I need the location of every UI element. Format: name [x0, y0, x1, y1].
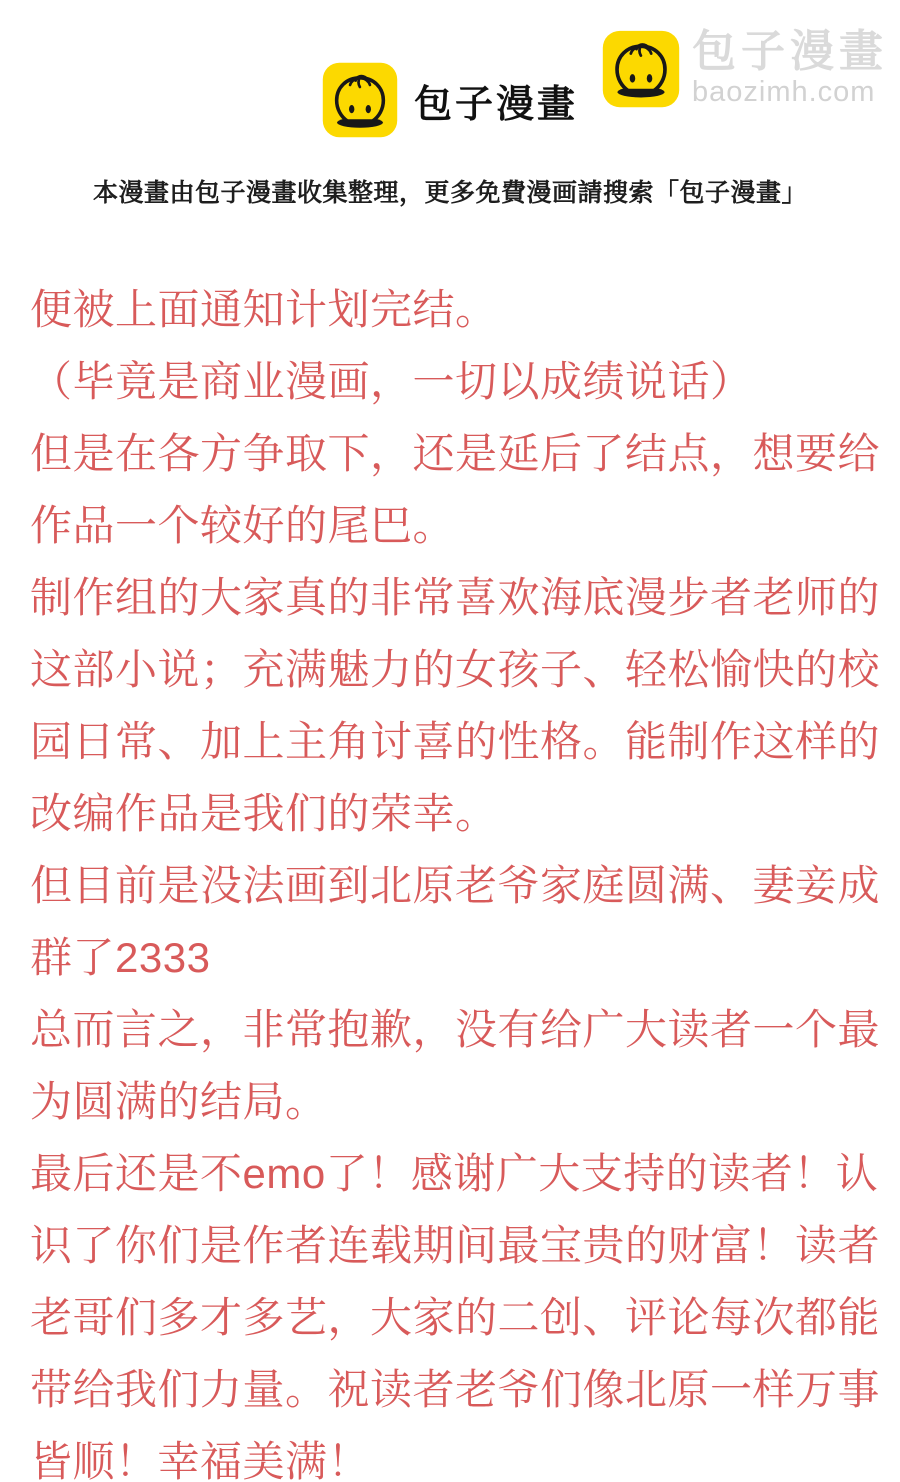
afterword-line: 总而言之，非常抱歉，没有给广大读者一个最 — [30, 1006, 881, 1053]
afterword-line: （毕竟是商业漫画，一切以成绩说话） — [30, 358, 753, 405]
afterword-line: 群了2333 — [30, 934, 211, 981]
afterword-line: 带给我们力量。祝读者老爷们像北原一样万事 — [30, 1366, 881, 1413]
afterword-line: 皆顺！幸福美满！ — [30, 1438, 371, 1482]
collection-disclaimer: 本漫畫由包子漫畫收集整理，更多免費漫画請搜索「包子漫畫」 — [92, 179, 807, 207]
watermark-site-name: 包子漫畫 — [692, 27, 888, 76]
baozi-bun-icon — [322, 62, 398, 138]
watermark-site-domain: baozimh.com — [692, 75, 876, 108]
afterword-line: 识了你们是作者连载期间最宝贵的财富！读者 — [30, 1222, 881, 1269]
afterword-line: 老哥们多才多艺，大家的二创、评论每次都能 — [30, 1294, 881, 1341]
afterword-line: 制作组的大家真的非常喜欢海底漫步者老师的 — [30, 574, 881, 621]
brand-name: 包子漫畫 — [413, 83, 578, 126]
afterword-line: 为圆满的结局。 — [30, 1078, 328, 1125]
afterword-line: 改编作品是我们的荣幸。 — [30, 790, 498, 837]
afterword-line: 最后还是不emo了！感谢广大支持的读者！认 — [30, 1150, 879, 1197]
afterword-line: 园日常、加上主角讨喜的性格。能制作这样的 — [30, 718, 881, 765]
afterword-line: 但是在各方争取下，还是延后了结点，想要给 — [30, 430, 881, 477]
afterword-line: 作品一个较好的尾巴。 — [30, 502, 456, 549]
afterword-text-block — [30, 274, 881, 1482]
afterword-line: 但目前是没法画到北原老爷家庭圆满、妻妾成 — [30, 862, 881, 909]
afterword-line: 便被上面通知计划完结。 — [30, 286, 498, 333]
afterword-line: 这部小说；充满魅力的女孩子、轻松愉快的校 — [30, 646, 881, 693]
brand-logo — [0, 62, 900, 138]
